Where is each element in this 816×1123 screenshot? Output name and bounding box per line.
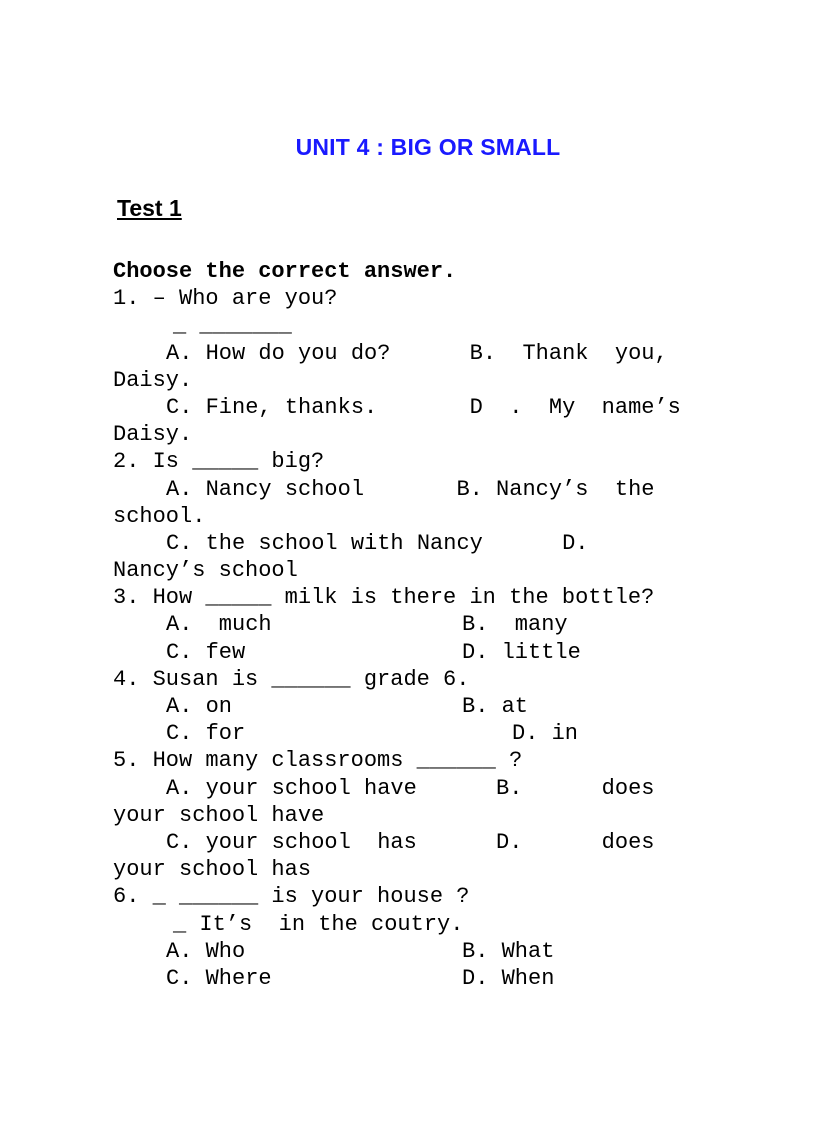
question-5-options-cd-wrap: your school has bbox=[113, 857, 312, 883]
instruction: Choose the correct answer. bbox=[113, 259, 457, 284]
question-2: 2. Is _____ big? bbox=[113, 449, 325, 475]
question-1-options-cd-wrap: Daisy. bbox=[113, 422, 193, 448]
question-5-options-ab: A. your school have B. does bbox=[166, 775, 655, 801]
question-6-options-ab bbox=[113, 938, 738, 965]
page-title: UNIT 4 : BIG OR SMALL bbox=[295, 134, 561, 160]
question-6-options-cd bbox=[113, 965, 738, 992]
question-3-options-ab bbox=[113, 611, 738, 638]
option-a: A. on bbox=[166, 694, 233, 719]
option-a: A. much bbox=[166, 612, 272, 638]
option-c: C. Where bbox=[166, 965, 272, 991]
option-d: D. in bbox=[512, 721, 579, 747]
question-2-options-ab: A. Nancy school B. Nancy’s the bbox=[166, 476, 655, 502]
question-1-options-ab: A. How do you do? B. Thank you, bbox=[166, 340, 668, 366]
question-1-options-ab-wrap: Daisy. bbox=[113, 367, 193, 393]
question-6: 6. _ ______ is your house ? bbox=[113, 884, 470, 910]
question-1-reply: _ _______ bbox=[173, 313, 292, 339]
question-5-options-ab-wrap: your school have bbox=[113, 802, 325, 828]
question-4-options-cd bbox=[113, 720, 738, 747]
option-b: B. What bbox=[462, 938, 555, 964]
question-6-reply: _ It’s in the coutry. bbox=[173, 911, 464, 937]
option-d: D. When bbox=[462, 965, 555, 991]
option-b: B. at bbox=[462, 694, 529, 719]
quiz-content bbox=[113, 258, 738, 992]
option-b: B. many bbox=[462, 612, 568, 638]
option-c: C. few bbox=[166, 639, 246, 665]
option-a: A. Who bbox=[166, 938, 246, 964]
question-4-options-ab bbox=[113, 693, 738, 720]
option-c: C. for bbox=[166, 721, 246, 747]
question-2-options-cd: C. the school with Nancy D. bbox=[166, 530, 589, 556]
question-1-options-cd: C. Fine, thanks. D . My name’s bbox=[166, 394, 681, 420]
option-d: D. little bbox=[462, 639, 581, 665]
test-heading: Test 1 bbox=[117, 195, 182, 221]
question-3: 3. How _____ milk is there in the bottle? bbox=[113, 585, 655, 611]
question-4: 4. Susan is ______ grade 6. bbox=[113, 666, 470, 692]
question-5: 5. How many classrooms ______ ? bbox=[113, 748, 523, 774]
question-1: 1. – Who are you? bbox=[113, 286, 338, 312]
question-2-options-cd-wrap: Nancy’s school bbox=[113, 558, 298, 584]
question-3-options-cd bbox=[113, 639, 738, 666]
question-5-options-cd: C. your school has D. does bbox=[166, 829, 655, 855]
question-2-options-ab-wrap: school. bbox=[113, 503, 206, 529]
